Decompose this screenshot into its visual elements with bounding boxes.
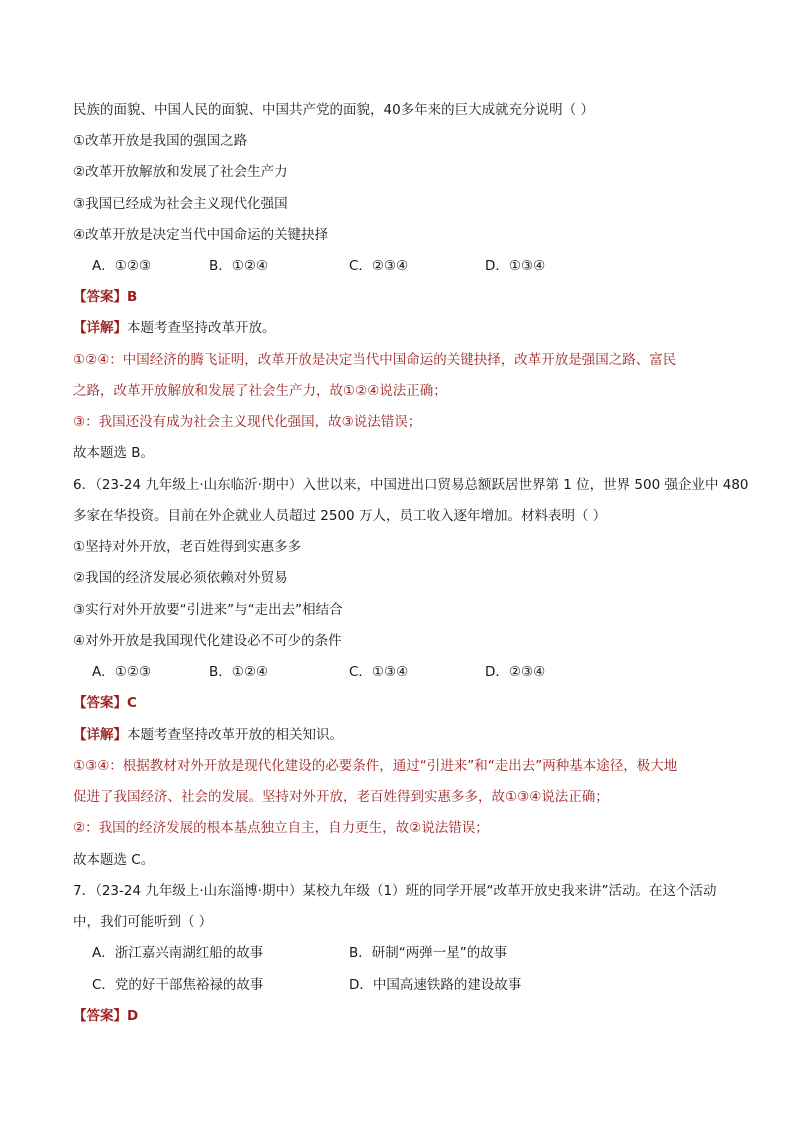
- q5-stem: 民族的面貌、中国人民的面貌、中国共产党的面貌，40多年来的巨大成就充分说明（ ）: [73, 102, 594, 118]
- q5-item-2: ②改革开放解放和发展了社会生产力: [73, 164, 288, 180]
- q7-answer-label: 【答案】: [73, 1008, 127, 1024]
- q7-option-a: A．浙江嘉兴南湖红船的故事: [92, 945, 264, 961]
- q5-answer-label: 【答案】: [73, 289, 127, 305]
- q5-option-c: C．②③④: [349, 258, 409, 274]
- q6-detail-line-2: 促进了我国经济、社会的发展。坚持对外开放，老百姓得到实惠多多，故①③④说法正确；: [73, 789, 609, 805]
- q7-answer-value: D: [127, 1008, 139, 1024]
- q5-detail-line-3: ③：我国还没有成为社会主义现代化强国，故③说法错误；: [73, 414, 422, 430]
- q5-detail-line-1: ①②④：中国经济的腾飞证明，改革开放是决定当代中国命运的关键抉择，改革开放是强国之路、富民: [73, 352, 677, 368]
- q6-detail-label: 【详解】: [73, 727, 127, 743]
- q6-answer-value: C: [127, 695, 137, 711]
- q7-option-d: D．中国高速铁路的建设故事: [349, 977, 522, 993]
- q5-answer: [73, 287, 137, 307]
- q6-conclusion: 故本题选 C。: [73, 852, 155, 868]
- q5-detail: [73, 318, 276, 338]
- q6-option-a: A．①②③: [92, 664, 152, 680]
- q7-stem-line-2: 中，我们可能听到（ ）: [73, 914, 213, 930]
- q7-option-b: B．研制“两弹一星”的故事: [349, 945, 508, 961]
- q5-item-1: ①改革开放是我国的强国之路: [73, 133, 248, 149]
- q7-option-c: C．党的好干部焦裕禄的故事: [92, 977, 264, 993]
- q6-option-c: C．①③④: [349, 664, 409, 680]
- q6-option-d: D．②③④: [485, 664, 546, 680]
- q5-detail-intro: 本题考查坚持改革开放。: [127, 320, 276, 336]
- q5-option-d: D．①③④: [485, 258, 546, 274]
- q6-detail: [73, 725, 343, 745]
- q6-item-3: ③实行对外开放要“引进来”与“走出去”相结合: [73, 602, 343, 618]
- q5-detail-label: 【详解】: [73, 320, 127, 336]
- q6-detail-line-1: ①③④：根据教材对外开放是现代化建设的必要条件，通过“引进来”和“走出去”两种基本途径，极大地: [73, 758, 678, 774]
- q6-answer-label: 【答案】: [73, 695, 127, 711]
- q6-stem-line-1: 6．（23-24 九年级上·山东临沂·期中）入世以来，中国进出口贸易总额跃居世界第 1 位，世界 500 强企业中 480: [73, 477, 749, 493]
- q6-stem-line-2: 多家在华投资。目前在外企就业人员超过 2500 万人，员工收入逐年增加。材料表明（ ）: [73, 508, 607, 524]
- q6-detail-intro: 本题考查坚持改革开放的相关知识。: [127, 727, 343, 743]
- q5-conclusion: 故本题选 B。: [73, 445, 155, 461]
- q7-answer: [73, 1006, 138, 1026]
- q5-item-4: ④改革开放是决定当代中国命运的关键抉择: [73, 227, 329, 243]
- q6-item-2: ②我国的经济发展必须依赖对外贸易: [73, 570, 288, 586]
- q6-item-4: ④对外开放是我国现代化建设必不可少的条件: [73, 633, 342, 649]
- q5-detail-line-2: 之路，改革开放解放和发展了社会生产力，故①②④说法正确；: [73, 383, 447, 399]
- q6-item-1: ①坚持对外开放，老百姓得到实惠多多: [73, 539, 302, 555]
- q5-option-a: A．①②③: [92, 258, 152, 274]
- q6-answer: [73, 693, 137, 713]
- q7-stem-line-1: 7．（23-24 九年级上·山东淄博·期中）某校九年级（1）班的同学开展“改革开放史我来讲”活动。在这个活动: [73, 883, 717, 899]
- q6-option-b: B．①②④: [209, 664, 269, 680]
- q6-detail-line-3: ②：我国的经济发展的根本基点独立自主，自力更生，故②说法错误；: [73, 820, 489, 836]
- q5-answer-value: B: [127, 289, 138, 305]
- q5-item-3: ③我国已经成为社会主义现代化强国: [73, 196, 288, 212]
- q5-option-b: B．①②④: [209, 258, 269, 274]
